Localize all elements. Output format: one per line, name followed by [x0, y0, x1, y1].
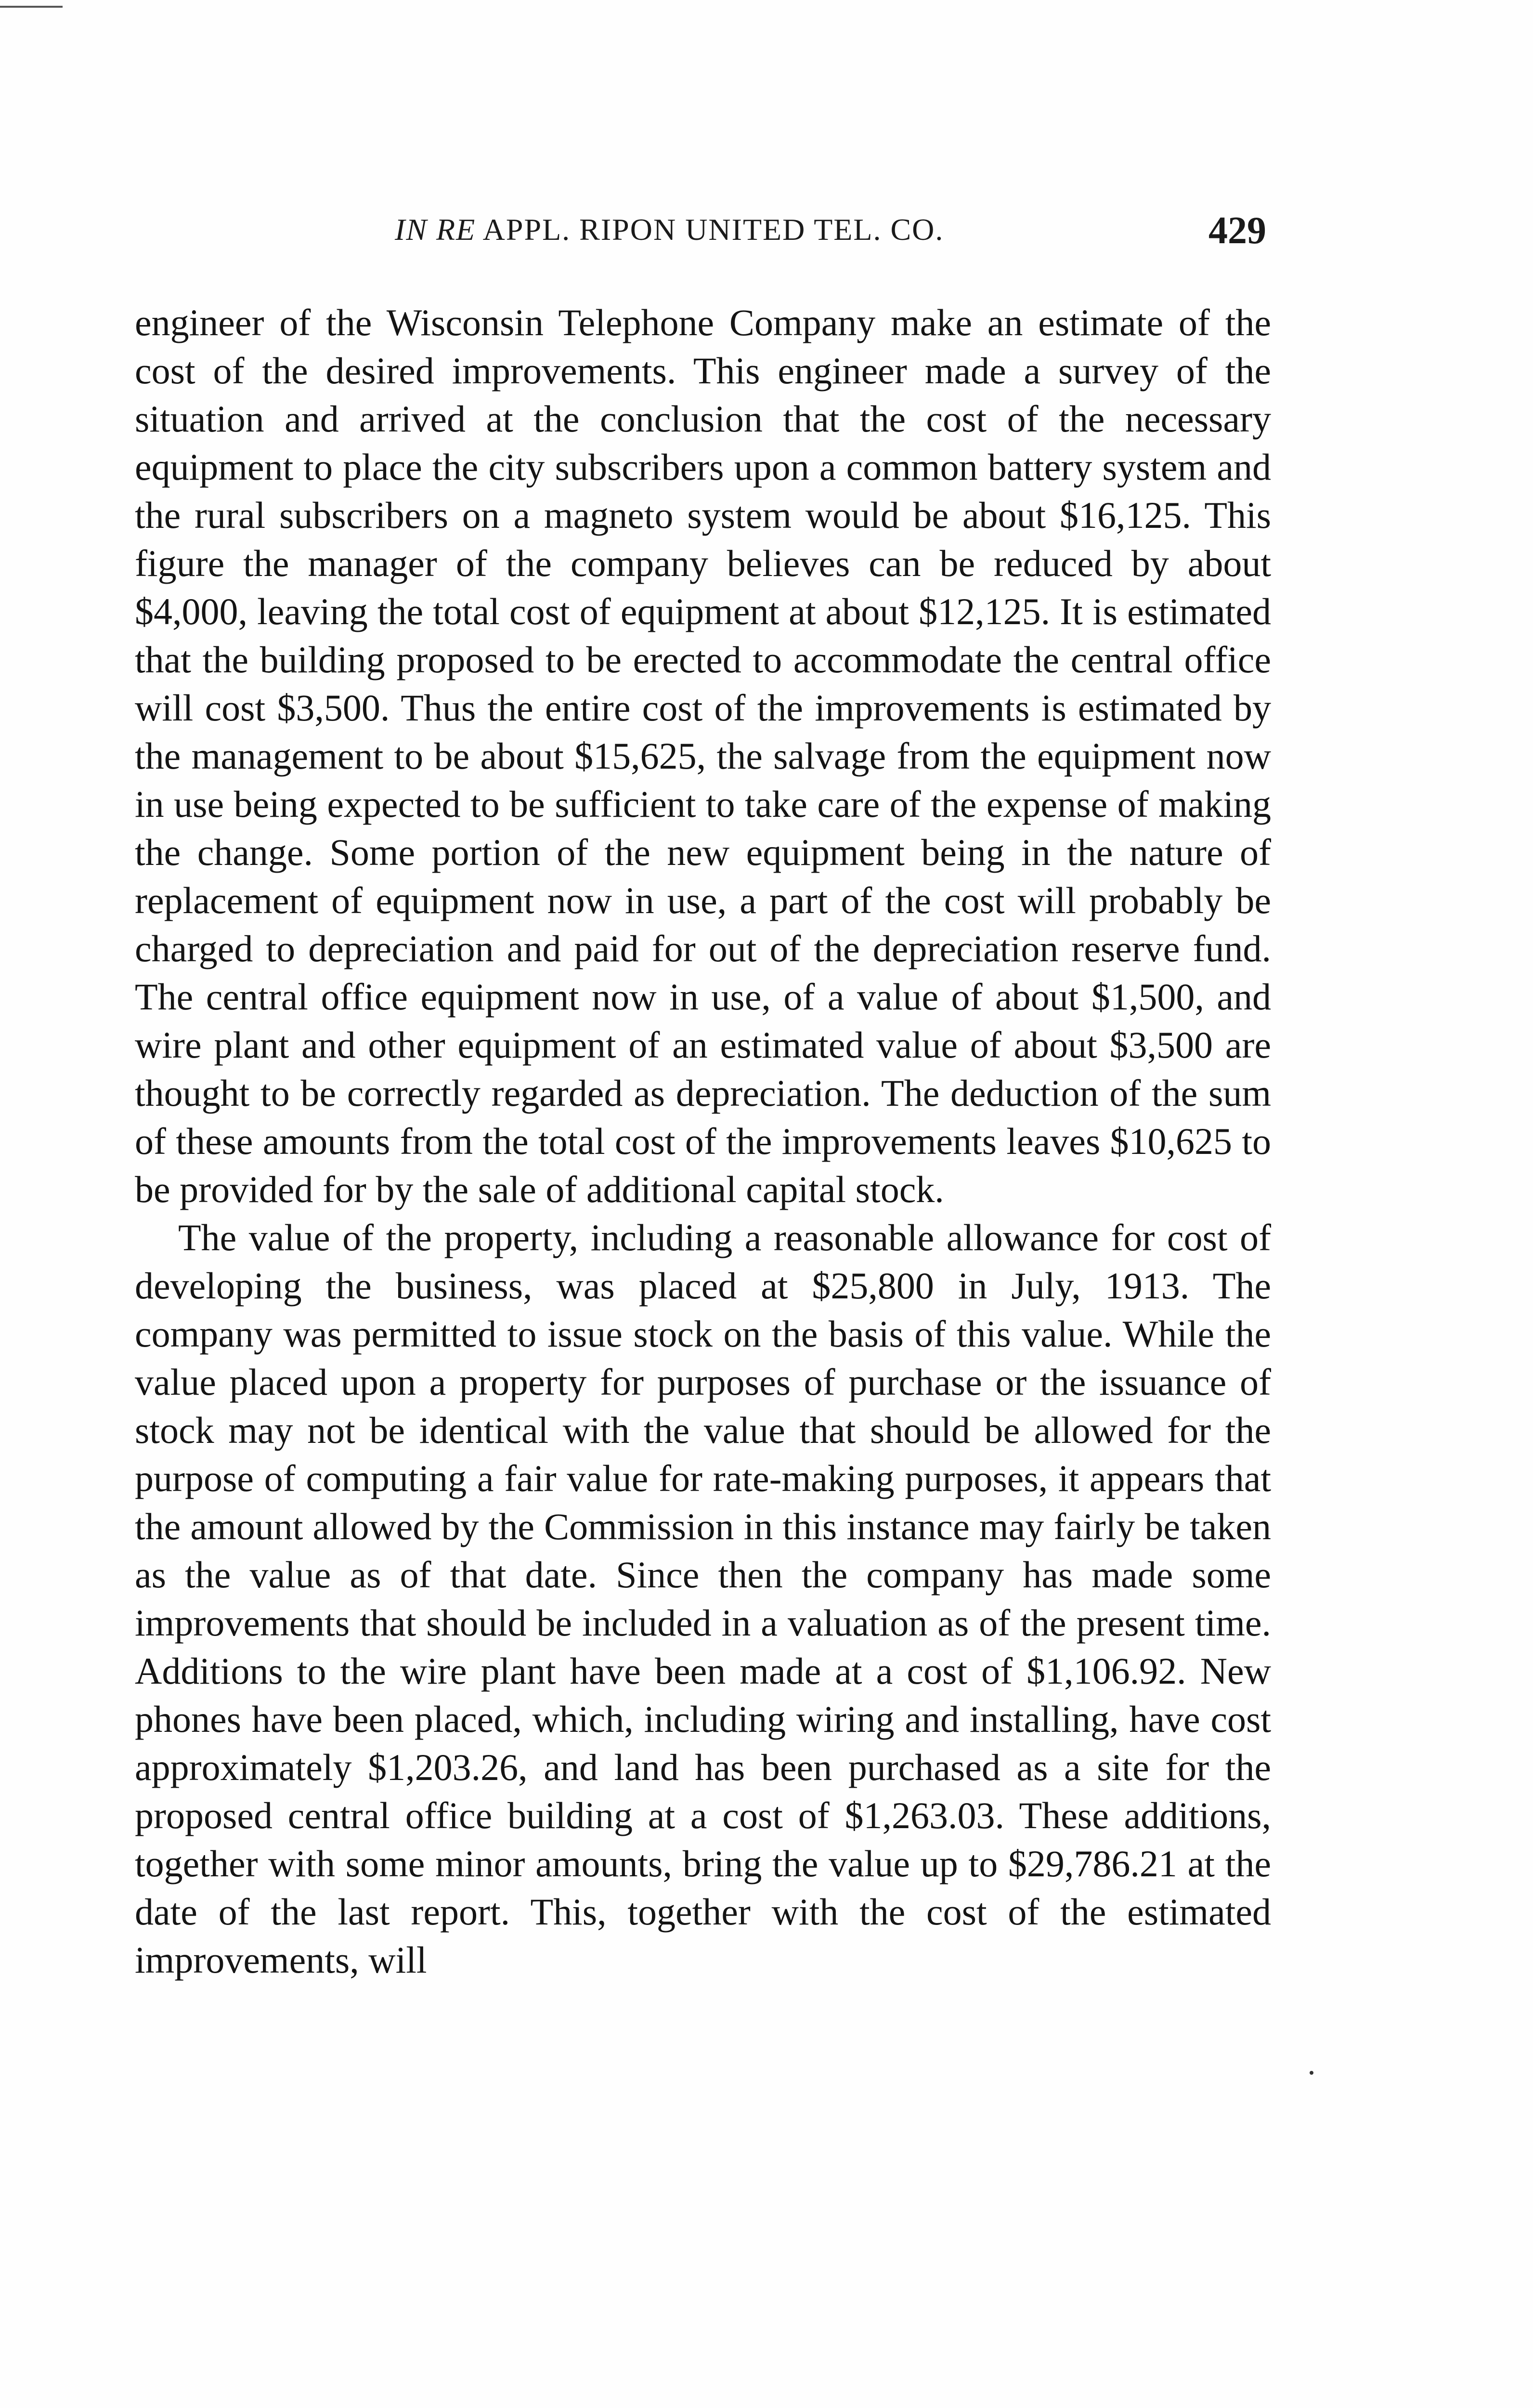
running-title-rest: APPL. RIPON UNITED TEL. CO. — [476, 212, 944, 247]
paragraph-2: The value of the property, including a reasonable allowance for cost of developing the business, was placed at $25,800 in July, 1913. The company was permitted to issue stock on the basis of this value. While the value placed upon a property for purposes of purchase or the issuance of stock may not be identical with the value that should be allowed for the purpose of computing a fair value for rate-making purposes, it appears that the amount allowed by the Commission in this instance may fairly be taken as the value as of that date. Since then the company has made some improvements that should be included in a valuation as of the present time. Additions to the wire plant have been made at a cost of $1,106.92. New phones have been placed, which, including wiring and installing, have cost approximately $1,203.26, and land has been purchased as a site for the proposed central office building at a cost of $1,263.03. These additions, together with some minor amounts, bring the value up to $29,786.21 at the date of the last report. This, together with the cost of the estimated improvements, will — [135, 1217, 1271, 1981]
scan-edge-rule — [0, 6, 63, 8]
running-title — [395, 212, 944, 248]
paragraph-1: engineer of the Wisconsin Telephone Company make an estimate of the cost of the desired improvements. This engineer made a survey of the situation and arrived at the conclusion that the cost of the necessary equipment to place the city subscribers upon a common battery system and the rural subscribers on a magneto system would be about $16,125. This figure the manager of the company believes can be reduced by about $4,000, leaving the total cost of equipment at about $12,125. It is estimated that the building proposed to be erected to accommodate the central office will cost $3,500. Thus the entire cost of the improvements is estimated by the management to be about $15,625, the salvage from the equipment now in use being expected to be sufficient to take care of the expense of making the change. Some portion of the new equipment being in the nature of replacement of equipment now in use, a part of the cost will probably be charged to depreciation and paid for out of the depreciation reserve fund. The central office equipment now in use, of a value of about $1,500, and wire plant and other equipment of an estimated value of about $3,500 are thought to be correctly regarded as depreciation. The deduction of the sum of these amounts from the total cost of the improvements leaves $10,625 to be provided for by the sale of additional capital stock. — [135, 301, 1271, 1210]
running-head — [0, 209, 1533, 260]
running-title-prefix: IN RE — [395, 212, 476, 247]
body-text — [135, 299, 1271, 1984]
page-number: 429 — [1208, 209, 1266, 252]
scan-speck — [1310, 2071, 1313, 2075]
